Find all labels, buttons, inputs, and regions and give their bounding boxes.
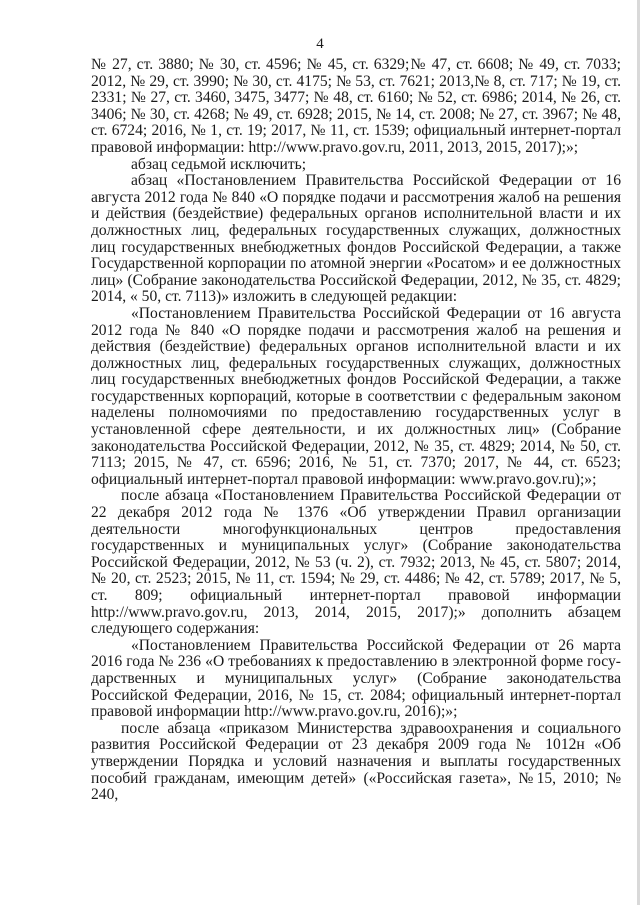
paragraph-resolution-840-edit: абзац «Постановлением Правительства Российской Федерации от 16 августа 2012 года № 840 «О порядке подачи и рассмотрения жалоб на решения и действия (бездействие) федеральных органов исполнительной власти и их должностных лиц, федеральных государственных служащих, должностных лиц государственных внебюджетных фондов Российской Федерации, а также Государственной корпорации по атомной энергии «Росатом» и ее должностных лиц» (Собрание законодательства Российской Федерации, 2012, № 35, ст. 4829; 2014, « 50, ст. 7113)» изложить в следующей редакции:	[91, 172, 621, 306]
paragraph-resolution-840-new-text: «Постановлением Правительства Российской Федерации от 16 августа 2012 года № 840 «О порядке подачи и рассмотрения жалоб на решения и действия (бездействие) федеральных органов исполнительной власти и их должностных лиц, федеральных государственных служащих, должностных лиц государственных внебюджетных фондов Российской Федерации, а также государственных корпораций, которые в соответствии с федеральным законом наделены полномочиями по предоставлению государственных услуг в установленной сфере деятельности, и их должностных лиц» (Собрание законодательства Российской Федерации, 2012, № 35, ст. 4829; 2014, № 50, ст. 7113; 2015, № 47, ст. 6596; 2016, № 51, ст. 7370; 2017, № 44, ст. 6523; официальный интернет-портал правовой информации: www.pravo.gov.ru);»;	[91, 304, 621, 488]
page-number: 4	[316, 36, 324, 52]
paragraph-resolution-236-text: «Постановлением Правительства Российской Федерации от 26 марта 2016 года № 236 «О требованиях к предоставлению в электронной форме государственных и муниципальных услуг» (Собрание законодательства Российской Федерации, 2016, № 15, ст. 2084; официальный интернет-портал правовой информации http://www.pravo.gov.ru, 2016);»;	[91, 636, 621, 721]
paragraph-order-1012n: после абзаца «приказом Министерства здравоохранения и социального развития Российской Федерации от 23 декабря 2009 года № 1012н «Об утверждении Порядка и условий назначения и выплаты государственных пособий гражданам, имеющим детей» («Российская газета», №15, 2010; № 240,	[91, 719, 621, 804]
paragraph-legislation-references: № 27, ст. 3880; № 30, ст. 4596; № 45, ст. 6329;№ 47, ст. 6608; № 49, ст. 7033; 2012, № 29, ст. 3990; № 30, ст. 4175; № 53, ст. 7621; 2013,№ 8, ст. 717; № 19, ст. 2331; № 27, ст. 3460, 3475, 3477; № 48, ст. 6160; № 52, ст. 6986; 2014, № 26, ст. 3406; № 30, ст. 4268; № 49, ст. 6928; 2015, № 14, ст. 2008; № 27, ст. 3967; № 48, ст. 6724; 2016, № 1, ст. 19; 2017, № 11, ст. 1539; официальный интернет-портал правовой информации: http://www.pravo.gov.ru, 2011, 2013, 2015, 2017);»;	[91, 56, 621, 156]
paragraph-resolution-1376-addition: после абзаца «Постановлением Правительства Российской Федерации от 22 декабря 2012 года № 1376 «Об утверждении Правил организации деятельности многофункциональных центров предоставления государственных и муниципальных услуг» (Собрание законодательства Российской Федерации, 2012, № 53 (ч. 2), ст. 7932; 2013, № 45, ст. 5807; 2014, № 20, ст. 2523; 2015, № 11, ст. 1594; № 29, ст. 4486; № 42, ст. 5789; 2017, № 5, ст. 809; официальный интернет-портал правовой информации http://www.pravo.gov.ru, 2013, 2014, 2015, 2017);» дополнить абзацем следующего содержания:	[91, 487, 621, 638]
paragraph-exclude-seventh: абзац седьмой исключить;	[131, 155, 307, 173]
document-body	[91, 57, 621, 804]
